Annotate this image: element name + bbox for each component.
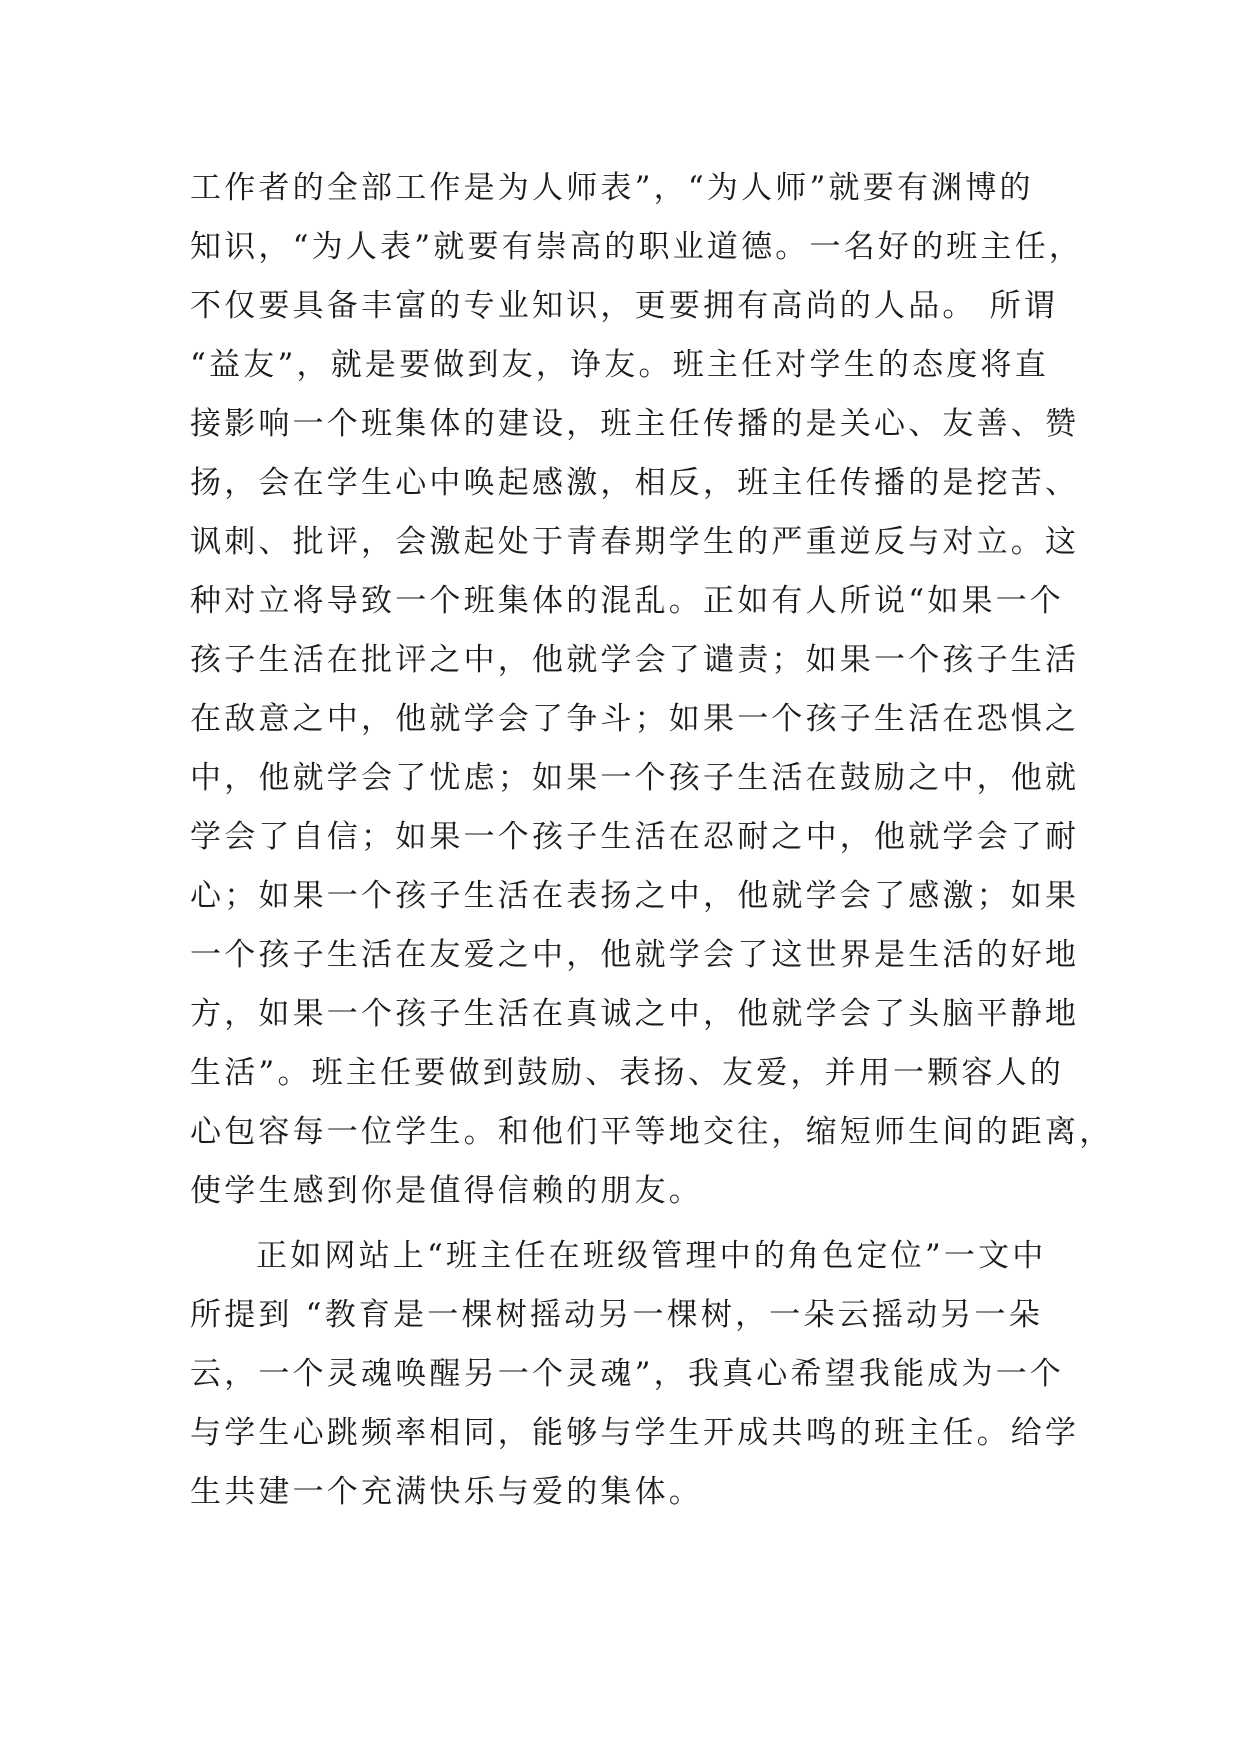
paragraph-line: 方，如果一个孩子生活在真诚之中，他就学会了头脑平静地 bbox=[190, 996, 1080, 1032]
paragraph-line: 生共建一个充满快乐与爱的集体。 bbox=[190, 1474, 703, 1510]
paragraph-line: 扬，会在学生心中唤起感激，相反，班主任传播的是挖苦、 bbox=[190, 465, 1080, 501]
paragraph-line: “益友”，就是要做到友，诤友。班主任对学生的态度将直 bbox=[190, 347, 1049, 383]
paragraph-line: 与学生心跳频率相同，能够与学生开成共鸣的班主任。给学 bbox=[190, 1415, 1080, 1451]
paragraph-line: 讽刺、批评，会激起处于青春期学生的严重逆反与对立。这 bbox=[190, 524, 1080, 560]
paragraph-line: 种对立将导致一个班集体的混乱。正如有人所说“如果一个 bbox=[190, 583, 1065, 619]
paragraph-2 bbox=[190, 1227, 1080, 1522]
paragraph-line: 不仅要具备丰富的专业知识，更要拥有高尚的人品。 所谓 bbox=[190, 288, 1059, 324]
paragraph-line: 所提到 “教育是一棵树摇动另一棵树，一朵云摇动另一朵 bbox=[190, 1297, 1043, 1333]
paragraph-line: 心；如果一个孩子生活在表扬之中，他就学会了感激；如果 bbox=[190, 878, 1080, 914]
paragraph-line: 使学生感到你是值得信赖的朋友。 bbox=[190, 1173, 703, 1209]
paragraph-line: 工作者的全部工作是为人师表”，“为人师”就要有渊博的 bbox=[190, 170, 1034, 206]
document-body bbox=[190, 159, 1114, 1522]
paragraph-line: 在敌意之中，他就学会了争斗；如果一个孩子生活在恐惧之 bbox=[190, 701, 1080, 737]
paragraph-line: 学会了自信；如果一个孩子生活在忍耐之中，他就学会了耐 bbox=[190, 819, 1080, 855]
paragraph-1 bbox=[190, 159, 1114, 1221]
paragraph-line: 生活”。班主任要做到鼓励、表扬、友爱，并用一颗容人的 bbox=[190, 1055, 1065, 1091]
paragraph-line: 正如网站上“班主任在班级管理中的角色定位”一文中 bbox=[256, 1238, 1047, 1274]
paragraph-line: 知识，“为人表”就要有崇高的职业道德。一名好的班主任， bbox=[190, 229, 1084, 265]
paragraph-line: 接影响一个班集体的建设，班主任传播的是关心、友善、赞 bbox=[190, 406, 1080, 442]
paragraph-line: 一个孩子生活在友爱之中，他就学会了这世界是生活的好地 bbox=[190, 937, 1080, 973]
paragraph-line: 孩子生活在批评之中，他就学会了谴责；如果一个孩子生活 bbox=[190, 642, 1080, 678]
paragraph-line: 中，他就学会了忧虑；如果一个孩子生活在鼓励之中，他就 bbox=[190, 760, 1080, 796]
paragraph-line: 心包容每一位学生。和他们平等地交往，缩短师生间的距离， bbox=[190, 1114, 1114, 1150]
paragraph-line: 云，一个灵魂唤醒另一个灵魂”，我真心希望我能成为一个 bbox=[190, 1356, 1065, 1392]
